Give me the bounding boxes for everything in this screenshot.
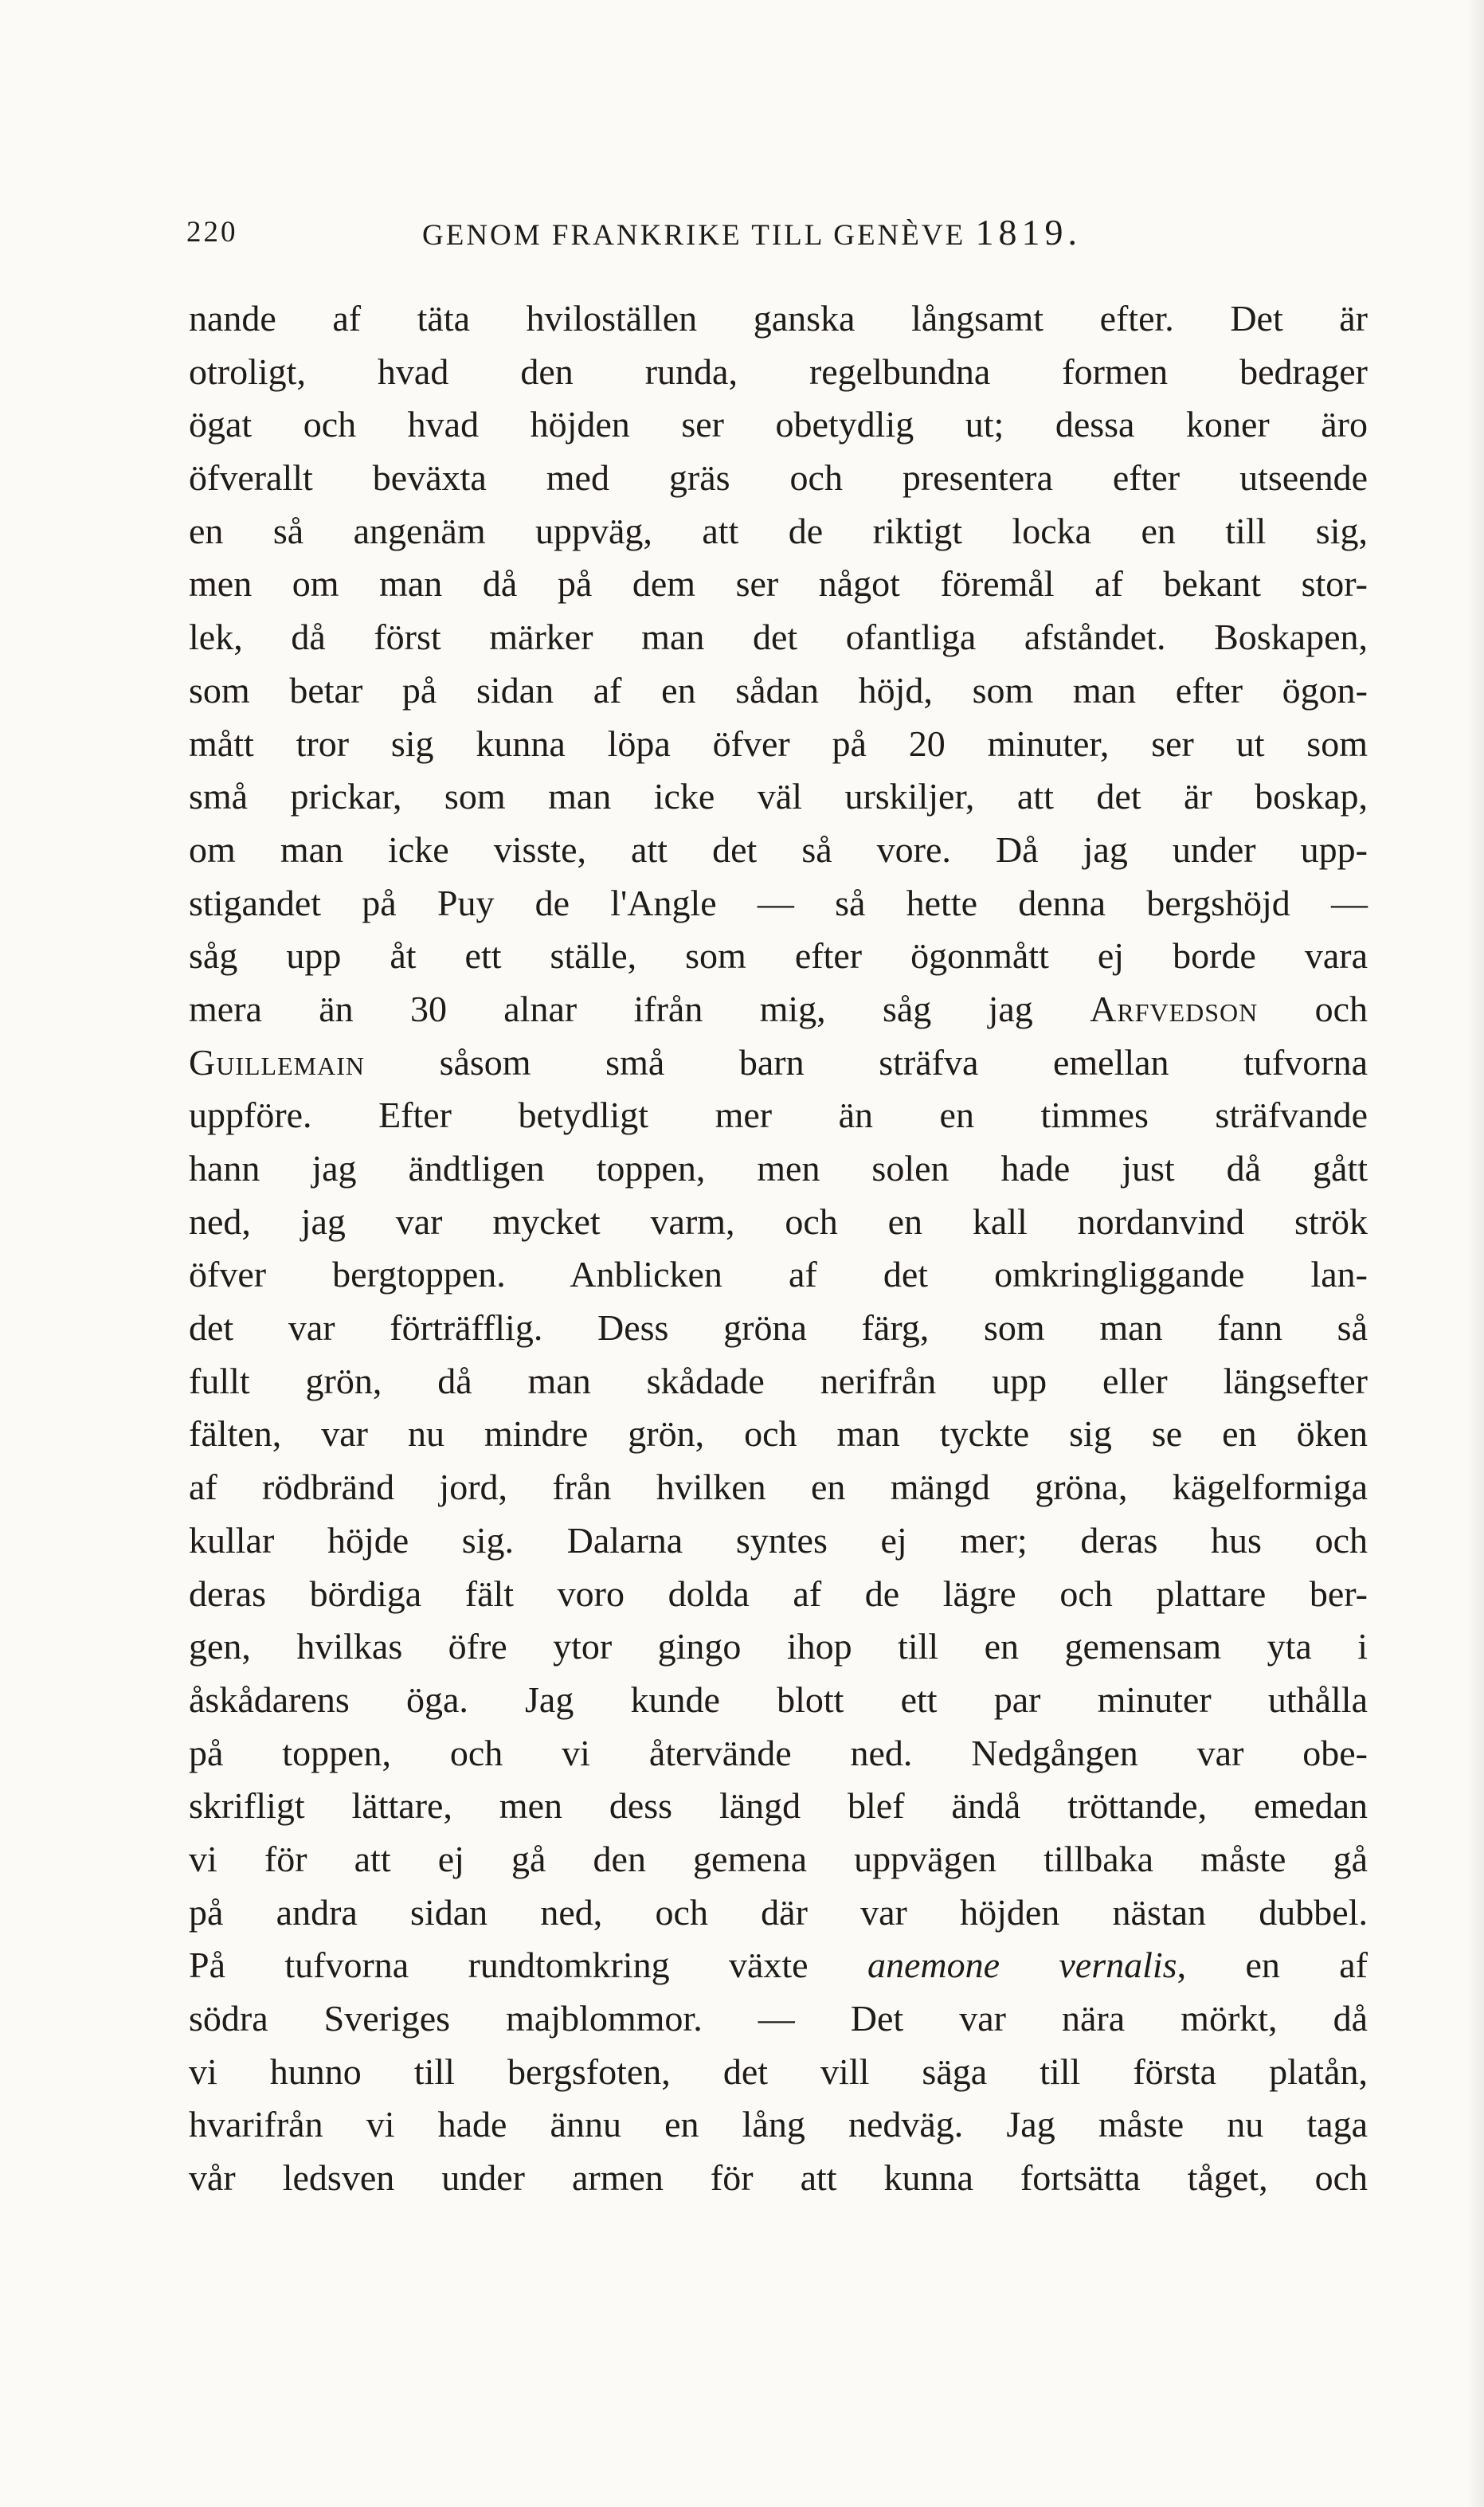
text-line	[189, 877, 1368, 930]
running-title	[422, 209, 1082, 260]
person-name-guillemain: Guillemain	[189, 1041, 365, 1083]
text-segment: såsom små barn sträfva emellan tufvorna	[364, 1041, 1368, 1083]
text-segment: hvarifrån vi hade ännu en lång nedväg. Jag måste nu taga	[189, 2104, 1368, 2145]
text-line	[189, 1408, 1368, 1461]
text-segment: ögat och hvad höjden ser obetydlig ut; dessa koner äro	[189, 404, 1368, 445]
text-segment: vår ledsven under armen för att kunna fortsätta tåget, och	[189, 2157, 1368, 2199]
text-segment: stigandet på Puy de l'Angle — så hette denna bergshöjd —	[189, 882, 1368, 923]
text-line	[189, 452, 1368, 505]
text-segment: och	[1258, 988, 1368, 1029]
text-line	[189, 1355, 1368, 1408]
text-segment: deras bördiga fält voro dolda af de lägre och plattare ber-	[189, 1573, 1368, 1614]
text-segment: som betar på sidan af en sådan höjd, som man efter ögon-	[189, 669, 1368, 711]
text-line	[189, 1089, 1368, 1142]
text-line	[189, 1780, 1368, 1833]
text-line	[189, 664, 1368, 718]
text-line	[189, 930, 1368, 983]
text-line	[189, 611, 1368, 664]
text-line	[189, 505, 1368, 558]
text-segment: nande af täta hviloställen ganska långsamt efter. Det är	[189, 298, 1368, 339]
text-segment: små prickar, som man icke väl urskiljer, att det är boskap,	[189, 776, 1368, 817]
text-line	[189, 824, 1368, 877]
page-edge-shadow	[1466, 0, 1484, 2507]
text-line	[189, 1142, 1368, 1196]
text-line	[189, 1992, 1368, 2046]
text-segment: otroligt, hvad den runda, regelbundna formen bedrager	[189, 351, 1368, 392]
text-line	[189, 558, 1368, 611]
text-segment: På tufvorna rundtomkring växte	[189, 1945, 867, 1986]
text-segment: hann jag ändtligen toppen, men solen hade just då gått	[189, 1148, 1368, 1189]
running-title-text: GENOM FRANKRIKE TILL GENÈVE	[422, 219, 966, 252]
text-segment: på toppen, och vi återvände ned. Nedgången var obe-	[189, 1732, 1368, 1773]
text-segment: det var förträfflig. Dess gröna färg, som man fann så	[189, 1307, 1368, 1349]
text-segment: öfver bergtoppen. Anblicken af det omkringliggande lan-	[189, 1254, 1368, 1295]
text-line	[189, 1514, 1368, 1568]
text-line	[189, 398, 1368, 452]
text-segment: af rödbränd jord, från hvilken en mängd gröna, kägelformiga	[189, 1467, 1368, 1508]
text-segment: en så angenäm uppväg, att de riktigt locka en till sig,	[189, 510, 1368, 551]
text-line	[189, 1248, 1368, 1302]
text-segment: uppföre. Efter betydligt mer än en timmes sträfvande	[189, 1095, 1368, 1136]
text-segment: gen, hvilkas öfre ytor gingo ihop till en gemensam yta i	[189, 1626, 1368, 1667]
text-segment: på andra sidan ned, och där var höjden nästan dubbel.	[189, 1891, 1368, 1933]
text-line	[189, 346, 1368, 399]
text-line	[189, 1196, 1368, 1249]
text-segment: kullar höjde sig. Dalarna syntes ej mer; deras hus och	[189, 1519, 1368, 1561]
text-segment: mera än 30 alnar ifrån mig, såg jag	[189, 988, 1090, 1029]
text-line	[189, 1620, 1368, 1674]
text-segment: , en af	[1177, 1945, 1368, 1986]
latin-plant-name: anemone vernalis	[867, 1945, 1177, 1986]
text-line	[189, 1036, 1368, 1090]
text-line	[189, 1461, 1368, 1514]
text-line	[189, 1727, 1368, 1780]
text-line	[189, 2152, 1368, 2205]
text-segment: fälten, var nu mindre grön, och man tyckte sig se en öken	[189, 1413, 1368, 1455]
text-segment: vi hunno till bergsfoten, det vill säga till första platån,	[189, 2051, 1368, 2092]
text-segment: åskådarens öga. Jag kunde blott ett par minuter uthålla	[189, 1679, 1368, 1720]
text-segment: fullt grön, då man skådade nerifrån upp eller längsefter	[189, 1360, 1368, 1401]
running-head	[186, 209, 1142, 257]
text-line	[189, 770, 1368, 824]
text-line	[189, 1302, 1368, 1355]
text-segment: mått tror sig kunna löpa öfver på 20 minuter, ser ut som	[189, 723, 1368, 764]
body-text	[189, 292, 1368, 2205]
text-segment: ned, jag var mycket varm, och en kall nordanvind strök	[189, 1201, 1368, 1242]
text-segment: lek, då först märker man det ofantliga afståndet. Boskapen,	[189, 617, 1368, 658]
text-segment: södra Sveriges majblommor. — Det var nära mörkt, då	[189, 1998, 1368, 2039]
text-line	[189, 2098, 1368, 2152]
text-line	[189, 2046, 1368, 2099]
text-line	[189, 1939, 1368, 1992]
person-name-arfvedson: Arfvedson	[1090, 988, 1259, 1029]
text-line	[189, 1674, 1368, 1727]
text-segment: såg upp åt ett ställe, som efter ögonmått ej borde vara	[189, 935, 1368, 977]
text-segment: vi för att ej gå den gemena uppvägen tillbaka måste gå	[189, 1838, 1368, 1879]
text-line	[189, 1833, 1368, 1886]
text-line	[189, 1568, 1368, 1621]
page-number: 220	[186, 216, 238, 249]
text-segment: skrifligt lättare, men dess längd blef ändå tröttande, emedan	[189, 1785, 1368, 1827]
text-segment: öfverallt beväxta med gräs och presentera efter utseende	[189, 457, 1368, 499]
text-segment: men om man då på dem ser något föremål af bekant stor-	[189, 563, 1368, 605]
text-line	[189, 983, 1368, 1036]
text-line	[189, 718, 1368, 771]
text-line	[189, 292, 1368, 346]
running-title-year: 1819.	[975, 212, 1082, 253]
text-line	[189, 1886, 1368, 1940]
text-segment: om man icke visste, att det så vore. Då jag under upp-	[189, 828, 1368, 870]
